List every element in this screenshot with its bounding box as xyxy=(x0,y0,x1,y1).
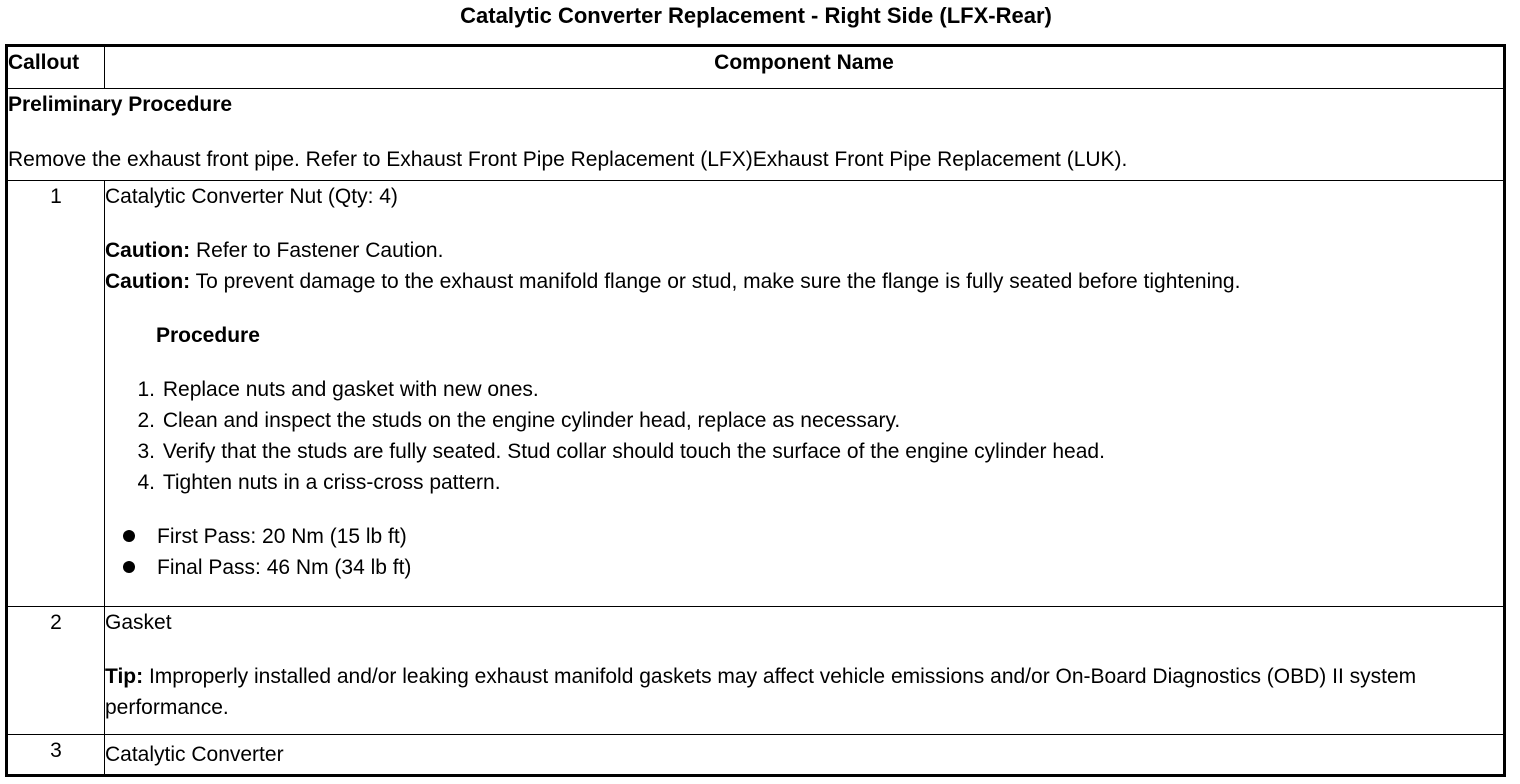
component-name-column-header: Component Name xyxy=(105,46,1505,89)
table-row xyxy=(7,180,1505,606)
component-name: Gasket xyxy=(105,610,172,634)
step-text: Clean and inspect the studs on the engine cylinder head, replace as necessary. xyxy=(162,408,901,432)
tip-line xyxy=(105,661,1503,723)
step-number: 1. xyxy=(137,377,155,401)
component-cell xyxy=(105,606,1505,735)
preliminary-heading: Preliminary Procedure xyxy=(8,92,233,116)
component-cell xyxy=(105,180,1505,606)
callout-column-header: Callout xyxy=(7,46,105,89)
procedure-table xyxy=(5,44,1506,777)
preliminary-row xyxy=(7,88,1505,180)
caution-line xyxy=(105,266,1503,297)
caution-text: Refer to Fastener Caution. xyxy=(190,238,444,262)
component-name: Catalytic Converter xyxy=(105,743,284,767)
callout-number: 2 xyxy=(7,606,105,735)
pass-text: Final Pass: 46 Nm (34 lb ft) xyxy=(157,555,412,579)
step-number: 3. xyxy=(137,439,155,463)
table-row xyxy=(7,606,1505,735)
bullet-icon xyxy=(123,530,135,542)
torque-passes xyxy=(105,521,1503,583)
list-item xyxy=(105,552,1503,583)
pass-text: First Pass: 20 Nm (15 lb ft) xyxy=(157,524,407,548)
list-item xyxy=(105,405,1503,436)
procedure-heading: Procedure xyxy=(156,323,260,347)
list-item xyxy=(105,521,1503,552)
step-number: 4. xyxy=(137,470,155,494)
list-item xyxy=(105,467,1503,498)
step-text: Tighten nuts in a criss-cross pattern. xyxy=(162,470,501,494)
caution-line xyxy=(105,235,1503,266)
component-cell xyxy=(105,735,1505,776)
callout-number: 1 xyxy=(7,180,105,606)
step-text: Verify that the studs are fully seated. Stud collar should touch the surface of the engine cylinder head. xyxy=(162,439,1105,463)
table-header-row xyxy=(7,46,1505,89)
list-item xyxy=(105,374,1503,405)
document-title: Catalytic Converter Replacement - Right Side (LFX-Rear) xyxy=(460,3,1052,28)
procedure-steps xyxy=(105,374,1503,498)
caution-text: To prevent damage to the exhaust manifold flange or stud, make sure the flange is fully seated before tightening. xyxy=(190,269,1241,293)
preliminary-text: Remove the exhaust front pipe. Refer to Exhaust Front Pipe Replacement (LFX)Exhaust Front Pipe Replacement (LUK). xyxy=(8,147,1128,171)
caution-label: Caution: xyxy=(105,238,191,262)
tip-text: Improperly installed and/or leaking exhaust manifold gaskets may affect vehicle emissions and/or On-Board Diagnostics (OBD) II system performance. xyxy=(105,664,1417,719)
list-item xyxy=(105,436,1503,467)
tip-label: Tip: xyxy=(105,664,144,688)
table-row xyxy=(7,735,1505,776)
preliminary-cell xyxy=(7,88,1505,180)
bullet-icon xyxy=(123,561,135,573)
step-number: 2. xyxy=(137,408,155,432)
step-text: Replace nuts and gasket with new ones. xyxy=(162,377,539,401)
callout-number: 3 xyxy=(7,735,105,776)
caution-label: Caution: xyxy=(105,269,191,293)
component-name: Catalytic Converter Nut (Qty: 4) xyxy=(105,184,398,208)
